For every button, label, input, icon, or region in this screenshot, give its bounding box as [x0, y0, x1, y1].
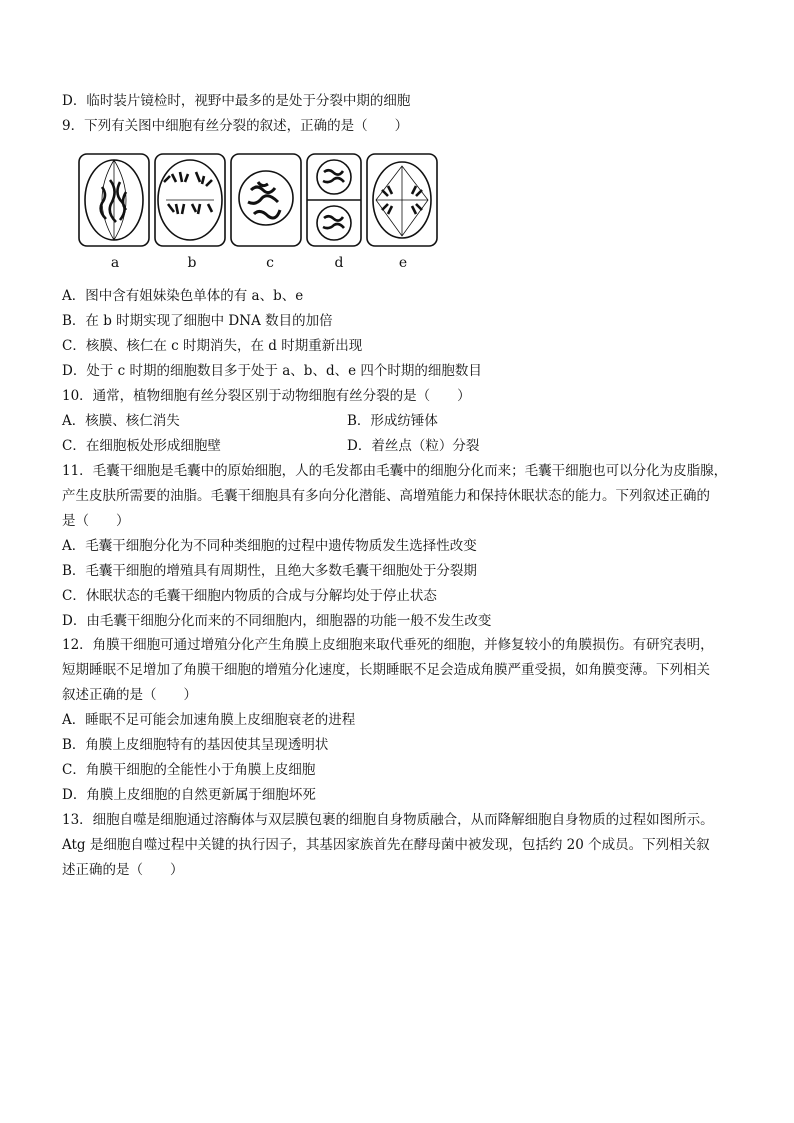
q11-stem-line3: 是（ ）	[62, 513, 130, 529]
q12-option-a: A．睡眠不足可能会加速角膜上皮细胞衰老的进程	[62, 712, 356, 728]
q9-option-c: C．核膜、核仁在 c 时期消失，在 d 时期重新出现	[62, 338, 363, 354]
q10-stem: 10．通常，植物细胞有丝分裂区别于动物细胞有丝分裂的是（ ）	[62, 388, 471, 404]
q8-option-d: D．临时装片镜检时，视野中最多的是处于分裂中期的细胞	[62, 93, 411, 109]
q13-stem-line1: 13．细胞自噬是细胞通过溶酶体与双层膜包裹的细胞自身物质融合，从而降解细胞自身物质的过程如图所示。	[62, 812, 714, 828]
cell-d-nucleus-top	[317, 160, 351, 194]
cell-c-nucleus	[239, 171, 293, 225]
q11-stem-line1: 11．毛囊干细胞是毛囊中的原始细胞，人的毛发都由毛囊中的细胞分化而来；毛囊干细胞也可以分化为皮脂腺，	[62, 463, 728, 479]
q13-stem-line2: Atg 是细胞自噬过程中关键的执行因子，其基因家族首先在酵母菌中被发现，包括约 20 个成员。下列相关叙	[62, 837, 710, 853]
q11-stem-line2: 产生皮肤所需要的油脂。毛囊干细胞具有多向分化潜能、高增殖能力和保持休眠状态的能力。下列叙述正确的	[62, 488, 710, 504]
figure-label-d: d	[334, 255, 344, 271]
q10-options-row2	[62, 437, 742, 455]
q9-option-a: A．图中含有姐妹染色单体的有 a、b、e	[62, 288, 304, 304]
q13-stem-line3: 述正确的是（ ）	[62, 862, 184, 878]
figure-label-e: e	[398, 255, 408, 271]
q12-stem-line2: 短期睡眠不足增加了角膜干细胞的增殖分化速度，长期睡眠不足会造成角膜严重受损，如角膜变薄。下列相关	[62, 662, 710, 678]
q10-option-c: C．在细胞板处形成细胞壁	[62, 438, 221, 454]
q9-stem: 9．下列有关图中细胞有丝分裂的叙述，正确的是（ ）	[62, 118, 409, 134]
q10-options-row1	[62, 412, 742, 430]
figure-label-b: b	[187, 255, 197, 271]
q11-option-b: B．毛囊干细胞的增殖具有周期性，且绝大多数毛囊干细胞处于分裂期	[62, 563, 477, 579]
cell-d-nucleus-bottom	[317, 206, 351, 240]
q11-option-d: D．由毛囊干细胞分化而来的不同细胞内，细胞器的功能一般不发生改变	[62, 613, 492, 629]
q12-option-c: C．角膜干细胞的全能性小于角膜上皮细胞	[62, 762, 316, 778]
figure-label-a: a	[110, 255, 120, 271]
q9-option-d: D．处于 c 时期的细胞数目多于处于 a、b、d、e 四个时期的细胞数目	[62, 363, 482, 379]
mitosis-figure	[76, 152, 448, 274]
cell-c-frame	[231, 154, 301, 246]
q10-option-d: D．着丝点（粒）分裂	[347, 438, 480, 454]
q11-option-a: A．毛囊干细胞分化为不同种类细胞的过程中遗传物质发生选择性改变	[62, 538, 477, 554]
q10-option-b: B．形成纺锤体	[347, 413, 438, 429]
q12-stem-line3: 叙述正确的是（ ）	[62, 687, 197, 703]
q12-option-d: D．角膜上皮细胞的自然更新属于细胞坏死	[62, 787, 316, 803]
q12-option-b: B．角膜上皮细胞特有的基因使其呈现透明状	[62, 737, 329, 753]
q11-option-c: C．休眠状态的毛囊干细胞内物质的合成与分解均处于停止状态	[62, 588, 437, 604]
q10-option-a: A．核膜、核仁消失	[62, 413, 180, 429]
figure-label-c: c	[266, 255, 274, 271]
q12-stem-line1: 12．角膜干细胞可通过增殖分化产生角膜上皮细胞来取代垂死的细胞，并修复较小的角膜损伤。有研究表明，	[62, 637, 714, 653]
q9-option-b: B．在 b 时期实现了细胞中 DNA 数目的加倍	[62, 313, 333, 329]
